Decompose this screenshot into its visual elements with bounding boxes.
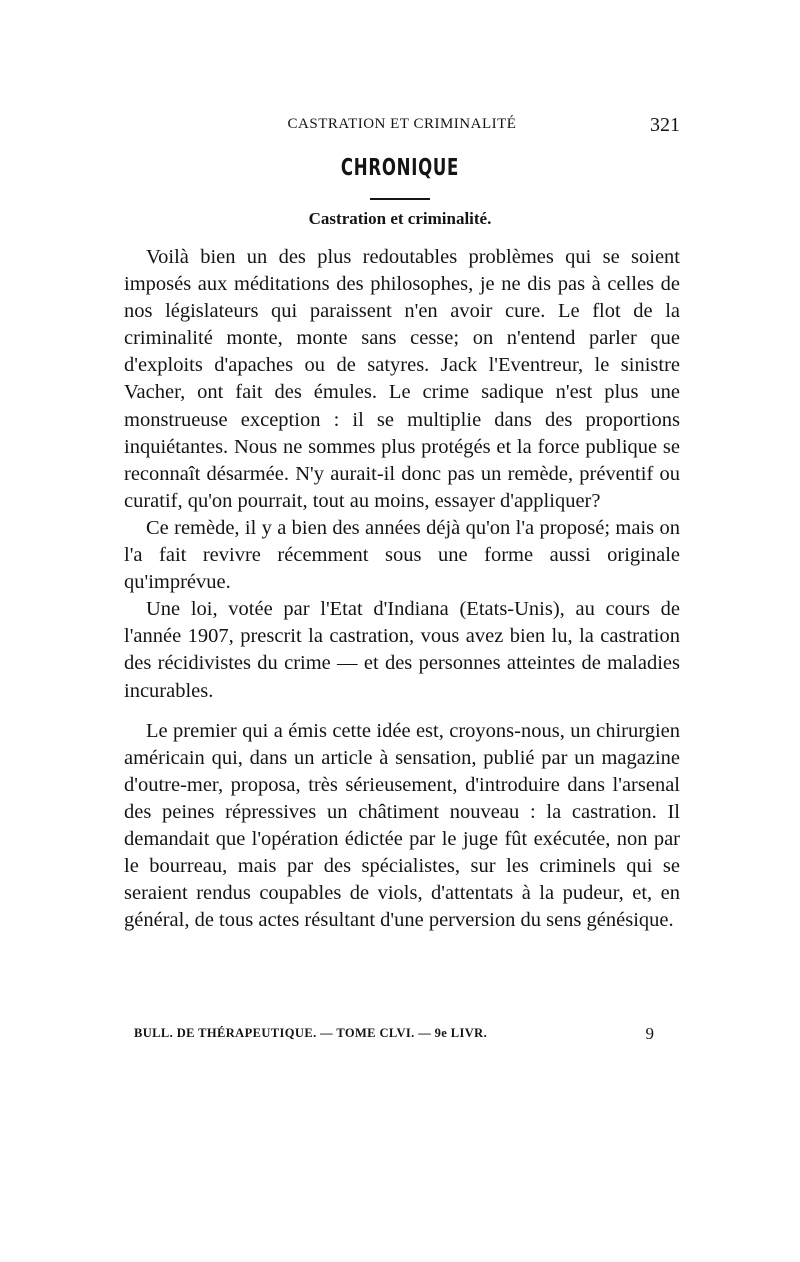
paragraph: Ce remède, il y a bien des années déjà qu'on l'a proposé; mais on l'a fait revivre récemment sous une forme aussi originale qu'imprévue.: [124, 516, 680, 594]
section-title: CHRONIQUE: [340, 155, 460, 181]
paragraph: Voilà bien un des plus redoutables problèmes qui se soient imposés aux méditations des philosophes, je ne dis pas à celles de nos législateurs qui paraissent n'en avoir cure. Le flot de la criminalité monte, monte sans cesse; on n'entend parler que d'exploits d'apaches ou de satyres. Jack l'Eventreur, le sinistre Vacher, ont fait des émules. Le crime sadique n'est plus une monstrueuse exception : il se multiplie dans des proportions inquiétantes. Nous ne sommes plus protégés et la force publique se reconnaît désarmée. N'y aurait-il donc pas un remède, préventif ou curatif, qu'on pourrait, tout au moins, essayer d'appliquer?: [124, 246, 680, 512]
section-subtitle: Castration et criminalité.: [308, 209, 492, 228]
paragraph: Une loi, votée par l'Etat d'Indiana (Etats-Unis), au cours de l'année 1907, prescrit la castration, vous avez bien lu, la castration des récidivistes du crime — et des personnes atteintes de maladies incurables.: [124, 598, 680, 702]
page-footer: [134, 1026, 654, 1046]
paragraph: Le premier qui a émis cette idée est, croyons-nous, un chirurgien américain qui, dans un article à sensation, publié par un magazine d'outre-mer, proposa, très sérieusement, d'introduire dans l'arsenal des peines répressives un châtiment nouveau : la castration. Il demandait que l'opération édictée par le juge fût exécutée, non par le bourreau, mais par des spécialistes, sur les criminels qui se seraient rendus coupables de viols, d'attentats à la pudeur, et, en général, de tous actes résultant d'une perversion du sens génésique.: [124, 719, 680, 932]
running-title: CASTRATION ET CRIMINALITÉ: [287, 116, 517, 132]
signature-mark: 9: [645, 1024, 654, 1043]
running-head: [124, 116, 680, 142]
page-number: 321: [650, 114, 680, 136]
footer-publication: BULL. DE THÉRAPEUTIQUE. — TOME CLVI. — 9e LIVR.: [134, 1026, 488, 1040]
body-text: [124, 244, 680, 934]
title-rule: [370, 198, 430, 200]
